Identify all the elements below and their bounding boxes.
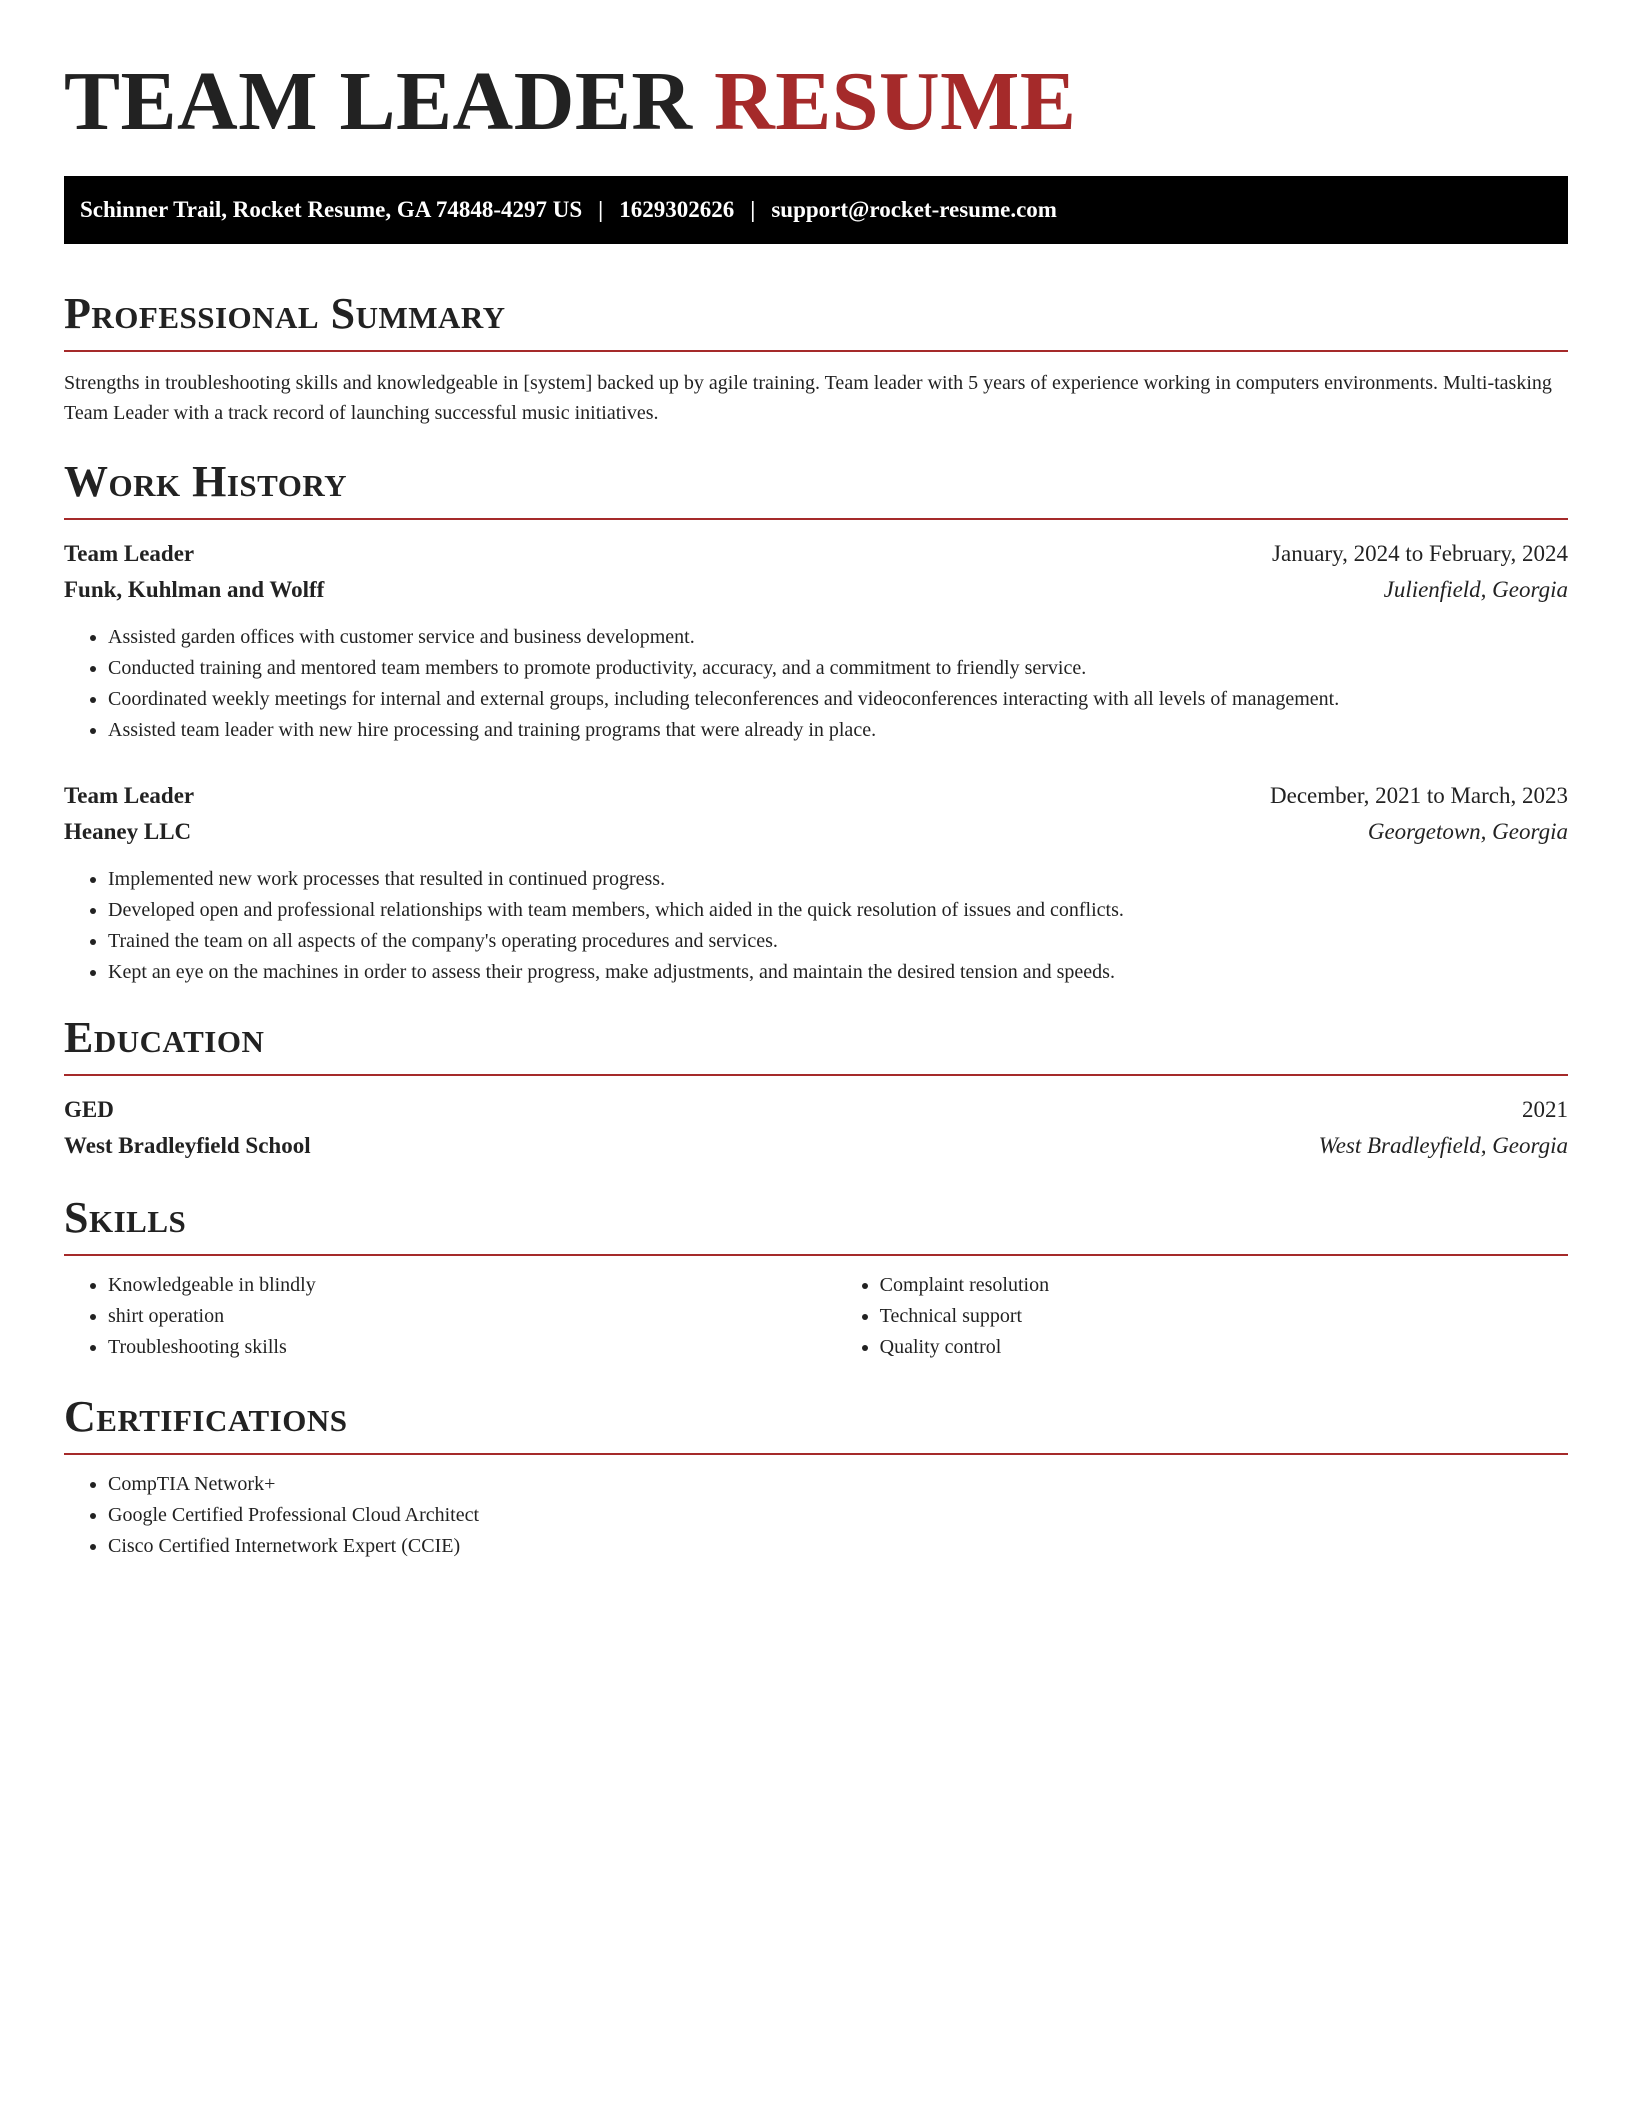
section-heading-work-history: Work History — [64, 457, 348, 506]
job-company: Funk, Kuhlman and Wolff — [64, 577, 325, 602]
education-degree: GED — [64, 1097, 114, 1122]
education-entry — [64, 1092, 1568, 1164]
section-heading-skills: Skills — [64, 1193, 187, 1242]
job-title-row — [64, 778, 1568, 814]
job-entry — [64, 778, 1568, 988]
skills-grid — [64, 1270, 1568, 1363]
summary-section — [64, 288, 1568, 428]
job-location: Julienfield, Georgia — [1383, 577, 1568, 602]
contact-phone: 1629302626 — [619, 197, 735, 222]
resume-title — [64, 52, 1568, 152]
skills-column-1 — [64, 1270, 836, 1363]
skills-section — [64, 1192, 1568, 1363]
section-divider — [64, 1453, 1568, 1455]
section-divider — [64, 1254, 1568, 1256]
title-accent: RESUME — [714, 55, 1077, 148]
job-dates: December, 2021 to March, 2023 — [1270, 783, 1568, 808]
list-item: • Developed open and professional relationships with team members, which aided in the quick resolution of issues and conflicts. — [108, 895, 1568, 926]
certification-item: • Google Certified Professional Cloud Architect — [108, 1500, 1568, 1531]
list-item: • Kept an eye on the machines in order to assess their progress, make adjustments, and maintain the desired tension and speeds. — [108, 957, 1568, 988]
education-school: West Bradleyfield School — [64, 1133, 311, 1158]
section-divider — [64, 518, 1568, 520]
list-item: • Assisted team leader with new hire processing and training programs that were already in place. — [108, 715, 1568, 746]
job-duties-list — [64, 622, 1568, 746]
contact-address: Schinner Trail, Rocket Resume, GA 74848-4297 US — [80, 197, 583, 222]
job-title-row — [64, 536, 1568, 572]
skill-item: • Knowledgeable in blindly — [108, 1270, 836, 1301]
work-history-section — [64, 456, 1568, 988]
section-heading-certifications: Certifications — [64, 1392, 348, 1441]
job-entry — [64, 536, 1568, 746]
list-item: • Coordinated weekly meetings for internal and external groups, including teleconferences and videoconferences interacting with all levels of management. — [108, 684, 1568, 715]
section-heading-education: Education — [64, 1013, 265, 1062]
education-year: 2021 — [1522, 1097, 1568, 1122]
skill-item: • Technical support — [880, 1301, 1568, 1332]
education-location: West Bradleyfield, Georgia — [1318, 1133, 1568, 1158]
certifications-list — [64, 1469, 1568, 1562]
section-heading-summary: Professional Summary — [64, 289, 506, 338]
contact-separator: | — [750, 197, 756, 222]
job-company: Heaney LLC — [64, 819, 192, 844]
job-company-row — [64, 814, 1568, 850]
job-title: Team Leader — [64, 541, 195, 566]
certifications-section — [64, 1391, 1568, 1562]
job-duties-list — [64, 864, 1568, 988]
section-divider — [64, 350, 1568, 352]
contact-email: support@rocket-resume.com — [771, 197, 1057, 222]
contact-separator: | — [598, 197, 604, 222]
title-main: TEAM LEADER — [64, 55, 693, 148]
skill-item: • shirt operation — [108, 1301, 836, 1332]
job-title: Team Leader — [64, 783, 195, 808]
list-item: • Implemented new work processes that resulted in continued progress. — [108, 864, 1568, 895]
list-item: • Conducted training and mentored team members to promote productivity, accuracy, and a commitment to friendly service. — [108, 653, 1568, 684]
skill-item: • Complaint resolution — [880, 1270, 1568, 1301]
summary-text: Strengths in troubleshooting skills and knowledgeable in [system] backed up by agile training. Team leader with 5 years of experience working in computers environments. Multi-tasking Team Leader with a track record of launching successful music initiatives. — [64, 372, 1552, 424]
education-section — [64, 1012, 1568, 1164]
job-dates: January, 2024 to February, 2024 — [1272, 541, 1568, 566]
certification-item: • Cisco Certified Internetwork Expert (CCIE) — [108, 1531, 1568, 1562]
job-company-row — [64, 572, 1568, 608]
education-school-row — [64, 1128, 1568, 1164]
skills-column-2 — [836, 1270, 1568, 1363]
section-divider — [64, 1074, 1568, 1076]
certification-item: • CompTIA Network+ — [108, 1469, 1568, 1500]
list-item: • Assisted garden offices with customer service and business development. — [108, 622, 1568, 653]
education-degree-row — [64, 1092, 1568, 1128]
contact-bar — [64, 176, 1568, 244]
skill-item: • Quality control — [880, 1332, 1568, 1363]
list-item: • Trained the team on all aspects of the company's operating procedures and services. — [108, 926, 1568, 957]
job-location: Georgetown, Georgia — [1367, 819, 1568, 844]
skill-item: • Troubleshooting skills — [108, 1332, 836, 1363]
